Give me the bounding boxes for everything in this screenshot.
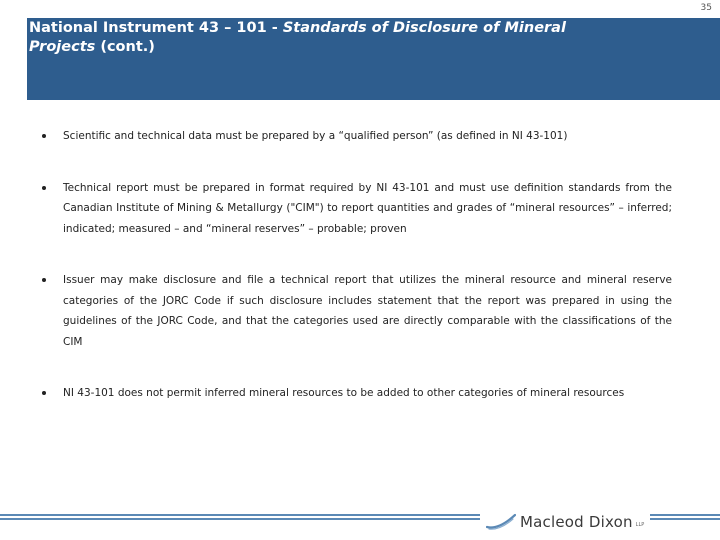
bullet-item (40, 126, 672, 147)
bullet-item (40, 178, 672, 240)
swoosh-icon (486, 513, 516, 531)
title-plain: National Instrument 43 – 101 - (29, 20, 283, 36)
bullet-text: Scientific and technical data must be prepared by a “qualified person” (as defined in NI 43-101) (63, 130, 568, 142)
bullet-icon (42, 391, 46, 395)
page-number: 35 (700, 3, 712, 13)
bullet-text: NI 43-101 does not permit inferred mineral resources to be added to other categories of mineral resources (63, 387, 625, 399)
page-title (29, 19, 669, 57)
bullet-text: Technical report must be prepared in format required by NI 43-101 and must use definition standards from the Canadian Institute of Mining & Metallurgy ("CIM") to report quantities and grades of “mineral resources” – inferred; indicated; measured – and “mineral reserves” – probable; proven (63, 181, 672, 235)
bullet-item (40, 270, 672, 352)
logo-text: Macleod Dixon (520, 513, 633, 531)
title-italic-2: Projects (29, 39, 96, 55)
title-italic-1: Standards of Disclosure of Mineral (282, 20, 566, 36)
bullet-text: Issuer may make disclosure and file a technical report that utilizes the mineral resource and mineral reserve categories of the JORC Code if such disclosure includes statement that the report was prepared in using the guidelines of the JORC Code, and that the categories used are directly comparable with the classifications of the CIM (63, 274, 672, 348)
title-suffix: (cont.) (95, 39, 155, 55)
bullet-item (40, 383, 672, 404)
bullet-icon (42, 186, 46, 190)
logo-llp: LLP (635, 522, 645, 528)
bullet-icon (42, 134, 46, 138)
company-logo (480, 510, 650, 534)
bullet-icon (42, 278, 46, 282)
bullet-list (40, 126, 672, 435)
